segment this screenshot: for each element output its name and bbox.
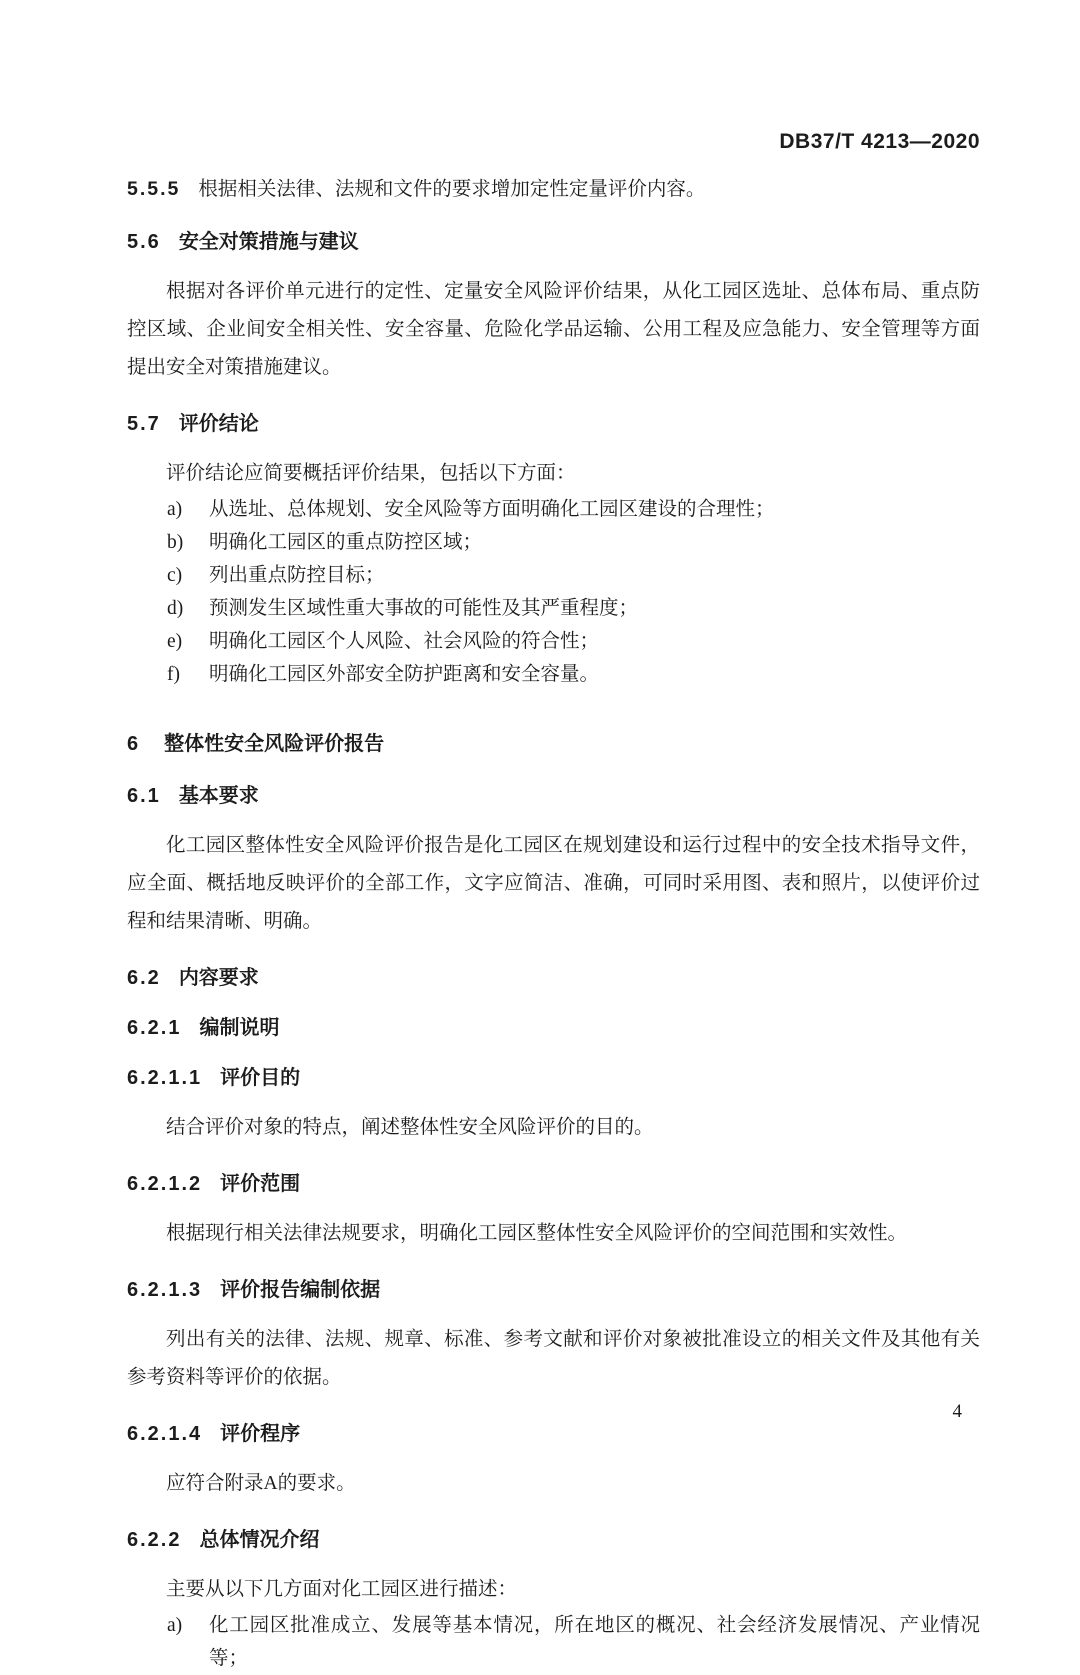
heading-title: 基本要求 [178,785,259,807]
list-6-2-2 [127,1609,980,1675]
heading-number: 5.6 [127,231,161,253]
standard-doc-number: DB37/T 4213—2020 [779,130,980,153]
heading-number: 6.2.1 [127,1017,182,1039]
heading-6-2-1-2 [127,1171,980,1197]
list-marker: d) [167,598,184,619]
paragraph-6-1: 化工园区整体性安全风险评价报告是化工园区在规划建设和运行过程中的安全技术指导文件，应全面、概括地反映评价的全部工作，文字应简洁、准确，可同时采用图、表和照片，以使评价过程和结果清晰、明确。 [127,835,980,932]
heading-number: 5.7 [127,413,161,435]
list-marker: c) [167,565,183,586]
list-item [127,559,980,592]
list-marker: f) [167,664,180,685]
list-marker: a) [167,499,183,520]
heading-title: 总体情况介绍 [199,1529,320,1551]
list-text: 预测发生区域性重大事故的可能性及其严重程度； [209,598,639,619]
list-item [127,658,980,691]
paragraph-5-6: 根据对各评价单元进行的定性、定量安全风险评价结果，从化工园区选址、总体布局、重点防控区域、企业间安全相关性、安全容量、危险化学品运输、公用工程及应急能力、安全管理等方面提出安全对策措施建议。 [127,281,980,378]
heading-6-2 [127,965,980,991]
heading-6 [127,731,980,757]
heading-number: 6.2.1.1 [127,1067,203,1089]
heading-6-2-2 [127,1527,980,1553]
heading-6-2-1-3 [127,1277,980,1303]
clause-text: 根据相关法律、法规和文件的要求增加定性定量评价内容。 [198,179,706,200]
heading-title: 安全对策措施与建议 [178,231,359,253]
heading-number: 6.1 [127,785,161,807]
heading-6-2-1-1 [127,1065,980,1091]
paragraph-6-2-1-1: 结合评价对象的特点，阐述整体性安全风险评价的目的。 [166,1117,654,1138]
list-item [127,625,980,658]
paragraph-6-2-1-2: 根据现行相关法律法规要求，明确化工园区整体性安全风险评价的空间范围和实效性。 [166,1223,908,1244]
list-text: 明确化工园区个人风险、社会风险的符合性； [209,631,600,652]
heading-title: 评价结论 [178,413,259,435]
heading-6-2-1-4 [127,1421,980,1447]
list-text: 从选址、总体规划、安全风险等方面明确化工园区建设的合理性； [209,499,775,520]
heading-number: 6.2.1.3 [127,1279,203,1301]
heading-5-7 [127,411,980,437]
paragraph-6-2-2-intro: 主要从以下几方面对化工园区进行描述： [166,1579,518,1600]
heading-title: 内容要求 [178,967,259,989]
heading-title: 评价程序 [220,1423,301,1445]
list-marker: e) [167,631,183,652]
list-item [127,526,980,559]
heading-number: 6.2.1.2 [127,1173,203,1195]
heading-5-6 [127,229,980,255]
heading-title: 编制说明 [199,1017,280,1039]
heading-6-2-1 [127,1015,980,1041]
list-marker: b) [167,532,184,553]
list-text: 化工园区批准成立、发展等基本情况，所在地区的概况、社会经济发展情况、产业情况等； [209,1615,980,1669]
page-number: 4 [952,1401,962,1422]
list-item [127,592,980,625]
paragraph-6-2-1-3: 列出有关的法律、法规、规章、标准、参考文献和评价对象被批准设立的相关文件及其他有关参考资料等评价的依据。 [127,1329,980,1388]
heading-title: 评价报告编制依据 [220,1279,381,1301]
heading-number: 6.2 [127,967,161,989]
list-item [127,1609,980,1675]
list-text: 明确化工园区的重点防控区域； [209,532,483,553]
heading-6-1 [127,783,980,809]
list-marker: a) [167,1615,183,1636]
heading-title: 整体性安全风险评价报告 [164,733,385,755]
clause-number: 5.5.5 [127,178,181,200]
list-text: 明确化工园区外部安全防护距离和安全容量。 [209,664,600,685]
clause-5-5-5 [127,174,980,205]
list-item [127,493,980,526]
list-text: 列出重点防控目标； [209,565,385,586]
list-5-7 [127,493,980,691]
paragraph-5-7-intro: 评价结论应简要概括评价结果，包括以下方面： [166,463,576,484]
heading-number: 6.2.2 [127,1529,182,1551]
heading-number: 6.2.1.4 [127,1423,203,1445]
heading-number: 6 [127,733,141,755]
heading-title: 评价范围 [220,1173,301,1195]
heading-title: 评价目的 [220,1067,301,1089]
paragraph-6-2-1-4: 应符合附录A的要求。 [166,1473,356,1494]
